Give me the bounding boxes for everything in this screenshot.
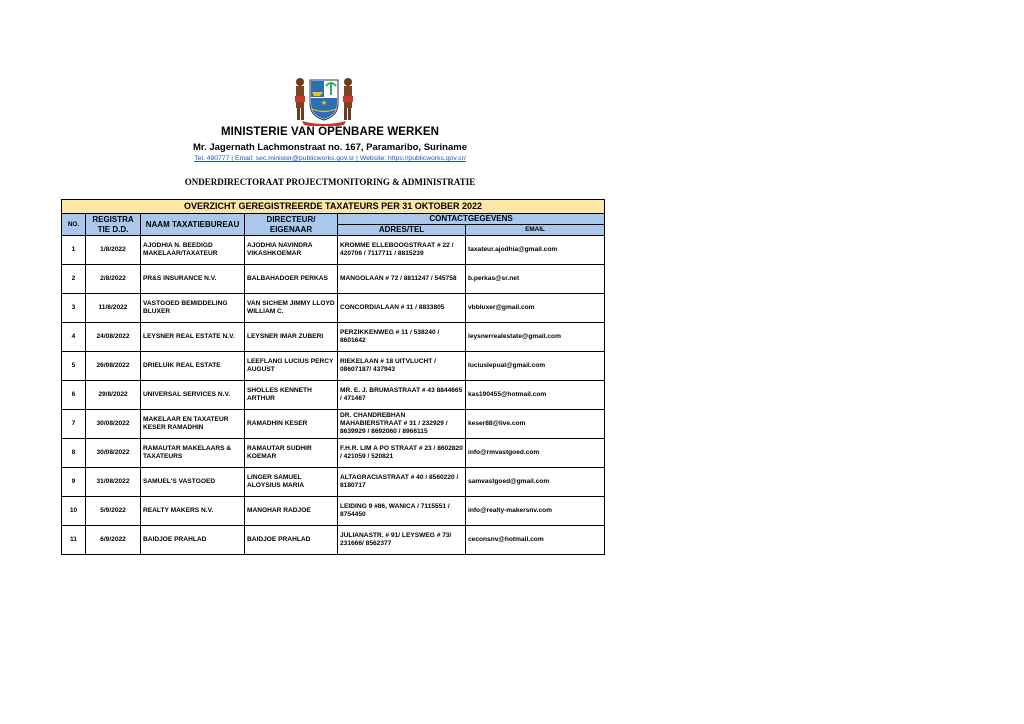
row-email: vbbluxer@gmail.com xyxy=(466,294,605,323)
row-director: LEYSNER IMAR ZUBERI xyxy=(245,323,338,352)
row-no: 10 xyxy=(62,497,86,526)
row-no: 2 xyxy=(62,265,86,294)
row-director: SHOLLES KENNETH ARTHUR xyxy=(245,381,338,410)
row-email: info@realty-makersnv.com xyxy=(466,497,605,526)
row-name: AJODHIA N. BEEDIGD MAKELAAR/TAXATEUR xyxy=(141,236,245,265)
ministry-address: Mr. Jagernath Lachmonstraat no. 167, Paramaribo, Suriname xyxy=(192,142,467,153)
table-row xyxy=(62,381,605,410)
row-email: b.perkas@sr.net xyxy=(466,265,605,294)
row-date: 5/9/2022 xyxy=(86,497,141,526)
row-address: MANGOLAAN # 72 / 8811247 / 545758 xyxy=(338,265,466,294)
row-name: REALTY MAKERS N.V. xyxy=(141,497,245,526)
row-email: ceconsnv@hotmail.com xyxy=(466,526,605,555)
row-email: keser88@live.com xyxy=(466,410,605,439)
department-title: ONDERDIRECTORAAT PROJECTMONITORING & ADMINISTRATIE xyxy=(184,177,476,187)
ministry-contact-link[interactable]: Tel. 490777 | Email: sec.minister@publicworks.gov.sr | Website: https://publicworks.gov.sr/ xyxy=(194,155,466,162)
row-name: LEYSNER REAL ESTATE N.V. xyxy=(141,323,245,352)
col-header-naam: NAAM TAXATIEBUREAU xyxy=(141,214,245,236)
row-no: 4 xyxy=(62,323,86,352)
row-address: LEIDING 9 #86, WANICA / 7115551 / 8754450 xyxy=(338,497,466,526)
row-date: 11/8/2022 xyxy=(86,294,141,323)
row-name: BAIDJOE PRAHLAD xyxy=(141,526,245,555)
col-header-contact: CONTACTGEGEVENS xyxy=(338,214,605,225)
col-header-registratie: REGISTRA TIE D.D. xyxy=(86,214,141,236)
row-date: 31/08/2022 xyxy=(86,468,141,497)
row-name: VASTGOED BEMIDDELING BLUXER xyxy=(141,294,245,323)
row-name: RAMAUTAR MAKELAARS & TAXATEURS xyxy=(141,439,245,468)
ministry-title: MINISTERIE VAN OPENBARE WERKEN xyxy=(220,126,440,138)
row-no: 6 xyxy=(62,381,86,410)
table-row xyxy=(62,323,605,352)
table-row xyxy=(62,265,605,294)
row-date: 1/8/2022 xyxy=(86,236,141,265)
row-email: info@rmvastgoed.com xyxy=(466,439,605,468)
row-address: CONCORDIALAAN # 11 / 8833805 xyxy=(338,294,466,323)
row-director: RAMAUTAR SUDHIR KOEMAR xyxy=(245,439,338,468)
row-address: RIEKELAAN # 18 UITVLUCHT / 08607187/ 437943 xyxy=(338,352,466,381)
row-no: 5 xyxy=(62,352,86,381)
col-header-directeur: DIRECTEUR/ EIGENAAR xyxy=(245,214,338,236)
coat-of-arms-icon xyxy=(290,74,358,126)
row-email: taxateur.ajodhia@gmail.com xyxy=(466,236,605,265)
row-director: BALBAHADOER PERKAS xyxy=(245,265,338,294)
row-no: 8 xyxy=(62,439,86,468)
row-date: 26/08/2022 xyxy=(86,352,141,381)
table-row xyxy=(62,439,605,468)
row-name: SAMUEL'S VASTGOED xyxy=(141,468,245,497)
row-director: AJODHIA NAVINDRA VIKASHKOEMAR xyxy=(245,236,338,265)
row-email: luciuslepual@gmail.com xyxy=(466,352,605,381)
row-no: 9 xyxy=(62,468,86,497)
table-row xyxy=(62,410,605,439)
row-address: KROMME ELLEBOOGSTRAAT # 22 / 420706 / 7117711 / 8815239 xyxy=(338,236,466,265)
row-name: UNIVERSAL SERVICES N.V. xyxy=(141,381,245,410)
row-director: RAMADHIN KESER xyxy=(245,410,338,439)
row-name: DRIELUIK REAL ESTATE xyxy=(141,352,245,381)
row-date: 30/08/2022 xyxy=(86,410,141,439)
col-header-no: NO. xyxy=(62,214,86,236)
row-no: 11 xyxy=(62,526,86,555)
table-title: OVERZICHT GEREGISTREERDE TAXATEURS PER 31 OKTOBER 2022 xyxy=(62,200,605,214)
table-row xyxy=(62,468,605,497)
row-no: 1 xyxy=(62,236,86,265)
row-address: ALTAGRACIASTRAAT # 40 / 8560220 / 8180717 xyxy=(338,468,466,497)
row-address: DR. CHANDREBHAN MAHABIERSTRAAT # 31 / 232929 / 8639929 / 8692060 / 8966115 xyxy=(338,410,466,439)
row-address: JULIANASTR. # 91/ LEYSWEG # 73/ 231666/ 8562377 xyxy=(338,526,466,555)
col-header-email: EMAIL xyxy=(466,224,605,235)
row-address: F.H.R. LIM A PO STRAAT # 23 / 8602820 / 421059 / 520821 xyxy=(338,439,466,468)
row-director: MANOHAR RADJOE xyxy=(245,497,338,526)
row-email: kas190455@hotmail.com xyxy=(466,381,605,410)
row-date: 2/8/2022 xyxy=(86,265,141,294)
row-address: PERZIKKENWEG # 11 / 538240 / 8601642 xyxy=(338,323,466,352)
table-row xyxy=(62,236,605,265)
row-no: 7 xyxy=(62,410,86,439)
table-row xyxy=(62,294,605,323)
taxateurs-table xyxy=(61,199,605,555)
table-row xyxy=(62,526,605,555)
row-director: LEEFLANG LUCIUS PERCY AUGUST xyxy=(245,352,338,381)
row-name: PR&S INSURANCE N.V. xyxy=(141,265,245,294)
row-date: 29/8/2022 xyxy=(86,381,141,410)
col-header-adres: ADRES/TEL xyxy=(338,224,466,235)
row-date: 24/08/2022 xyxy=(86,323,141,352)
row-name: MAKELAAR EN TAXATEUR KESER RAMADHIN xyxy=(141,410,245,439)
row-date: 30/08/2022 xyxy=(86,439,141,468)
row-no: 3 xyxy=(62,294,86,323)
row-address: MR. E. J. BRUMASTRAAT # 43 8844665 / 471467 xyxy=(338,381,466,410)
row-email: leysnerrealestate@gmail.com xyxy=(466,323,605,352)
table-row xyxy=(62,352,605,381)
row-email: samvastgoed@gmail.com xyxy=(466,468,605,497)
row-director: BAIDJOE PRAHLAD xyxy=(245,526,338,555)
row-director: LINGER SAMUEL ALOYSIUS MARIA xyxy=(245,468,338,497)
table-row xyxy=(62,497,605,526)
row-director: VAN SICHEM JIMMY LLOYD WILLIAM C. xyxy=(245,294,338,323)
row-date: 6/9/2022 xyxy=(86,526,141,555)
